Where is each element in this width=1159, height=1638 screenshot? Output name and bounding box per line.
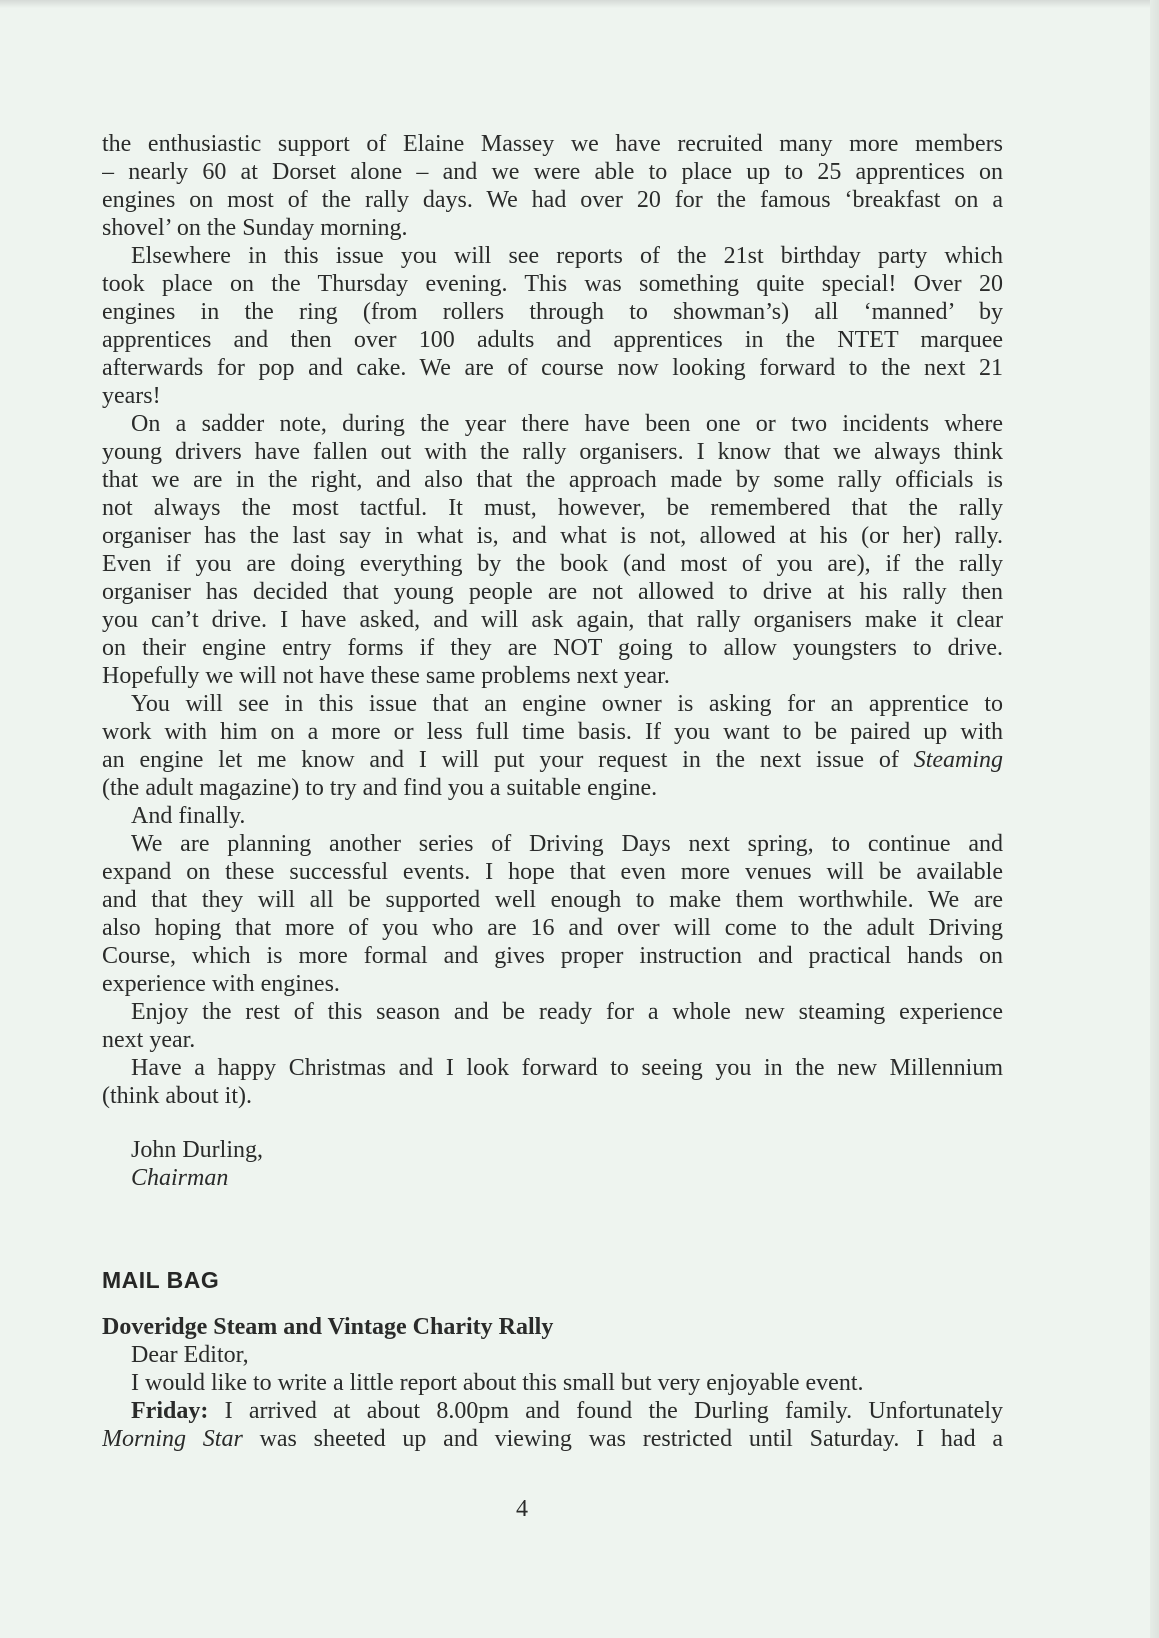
scan-page-edge <box>1150 0 1159 1638</box>
section-heading: MAIL BAG <box>102 1267 220 1293</box>
text-line: engines in the ring (from rollers through to showman’s) all ‘manned’ by <box>102 299 1003 325</box>
signature-title: Chairman <box>131 1165 229 1191</box>
page-number: 4 <box>516 1496 528 1522</box>
text-segment: I arrived at about 8.00pm and found the Durling family. Unfortunately <box>224 1398 1003 1424</box>
text-line: On a sadder note, during the year there have been one or two incidents where <box>131 411 1003 437</box>
text-line: work with him on a more or less full time basis. If you want to be paired up with <box>102 719 1003 745</box>
text-line: Hopefully we will not have these same problems next year. <box>102 663 670 689</box>
text-line: And finally. <box>131 803 246 829</box>
text-line: on their engine entry forms if they are NOT going to allow youngsters to drive. <box>102 635 1003 661</box>
text-line: organiser has the last say in what is, and what is not, allowed at his (or her) rally. <box>102 523 1003 549</box>
text-line: organiser has decided that young people are not allowed to drive at his rally then <box>102 579 1003 605</box>
article-body <box>102 130 1003 1110</box>
text-line: expand on these successful events. I hope that even more venues will be available <box>102 859 1003 885</box>
letter-salutation: Dear Editor, <box>131 1342 249 1368</box>
text-line: next year. <box>102 1027 196 1053</box>
letter-title: Doveridge Steam and Vintage Charity Rally <box>102 1314 554 1340</box>
text-line: You will see in this issue that an engine owner is asking for an apprentice to <box>131 691 1003 717</box>
mail-bag-letter <box>102 1313 1003 1453</box>
text-line: not always the most tactful. It must, however, be remembered that the rally <box>102 495 1003 521</box>
signature <box>131 1136 263 1192</box>
text-segment: was sheeted up and viewing was restricted until Saturday. I had a <box>259 1426 1003 1452</box>
text-line: engines on most of the rally days. We had over 20 for the famous ‘breakfast on a <box>102 187 1003 213</box>
text-line: you can’t drive. I have asked, and will ask again, that rally organisers make it clear <box>102 607 1003 633</box>
scan-top-edge <box>0 0 1159 8</box>
text-line: (the adult magazine) to try and find you a suitable engine. <box>102 775 658 801</box>
text-line: – nearly 60 at Dorset alone – and we were able to place up to 25 apprentices on <box>102 159 1003 185</box>
text-line: afterwards for pop and cake. We are of course now looking forward to the next 21 <box>102 355 1003 381</box>
text-line: I would like to write a little report about this small but very enjoyable event. <box>131 1370 864 1396</box>
text-line: also hoping that more of you who are 16 and over will come to the adult Driving <box>102 915 1003 941</box>
text-line: the enthusiastic support of Elaine Massey we have recruited many more members <box>102 131 1003 157</box>
text-line: experience with engines. <box>102 971 340 997</box>
text-line: Enjoy the rest of this season and be ready for a whole new steaming experience <box>131 999 1003 1025</box>
text-segment: an engine let me know and I will put your request in the next issue of <box>102 747 899 773</box>
text-line: Course, which is more formal and gives proper instruction and practical hands on <box>102 943 1003 969</box>
text-line <box>102 1397 1003 1425</box>
text-line: that we are in the right, and also that the approach made by some rally officials is <box>102 467 1003 493</box>
text-line: and that they will all be supported well enough to make them worthwhile. We are <box>102 887 1003 913</box>
text-line: Have a happy Christmas and I look forward to seeing you in the new Millennium <box>131 1055 1003 1081</box>
text-line: years! <box>102 383 161 409</box>
magazine-title: Steaming <box>913 747 1003 773</box>
text-line: young drivers have fallen out with the rally organisers. I know that we always think <box>102 439 1003 465</box>
text-line: We are planning another series of Driving Days next spring, to continue and <box>131 831 1003 857</box>
text-line: Elsewhere in this issue you will see reports of the 21st birthday party which <box>131 243 1003 269</box>
text-line: apprentices and then over 100 adults and apprentices in the NTET marquee <box>102 327 1003 353</box>
text-line: shovel’ on the Sunday morning. <box>102 215 408 241</box>
text-line: took place on the Thursday evening. This was something quite special! Over 20 <box>102 271 1003 297</box>
text-line <box>102 1425 1003 1453</box>
text-line: Even if you are doing everything by the book (and most of you are), if the rally <box>102 551 1003 577</box>
engine-name: Morning Star <box>102 1426 243 1452</box>
signature-name: John Durling, <box>131 1137 263 1163</box>
text-line <box>102 746 1003 774</box>
day-label: Friday: <box>131 1398 209 1424</box>
text-line: (think about it). <box>102 1083 252 1109</box>
